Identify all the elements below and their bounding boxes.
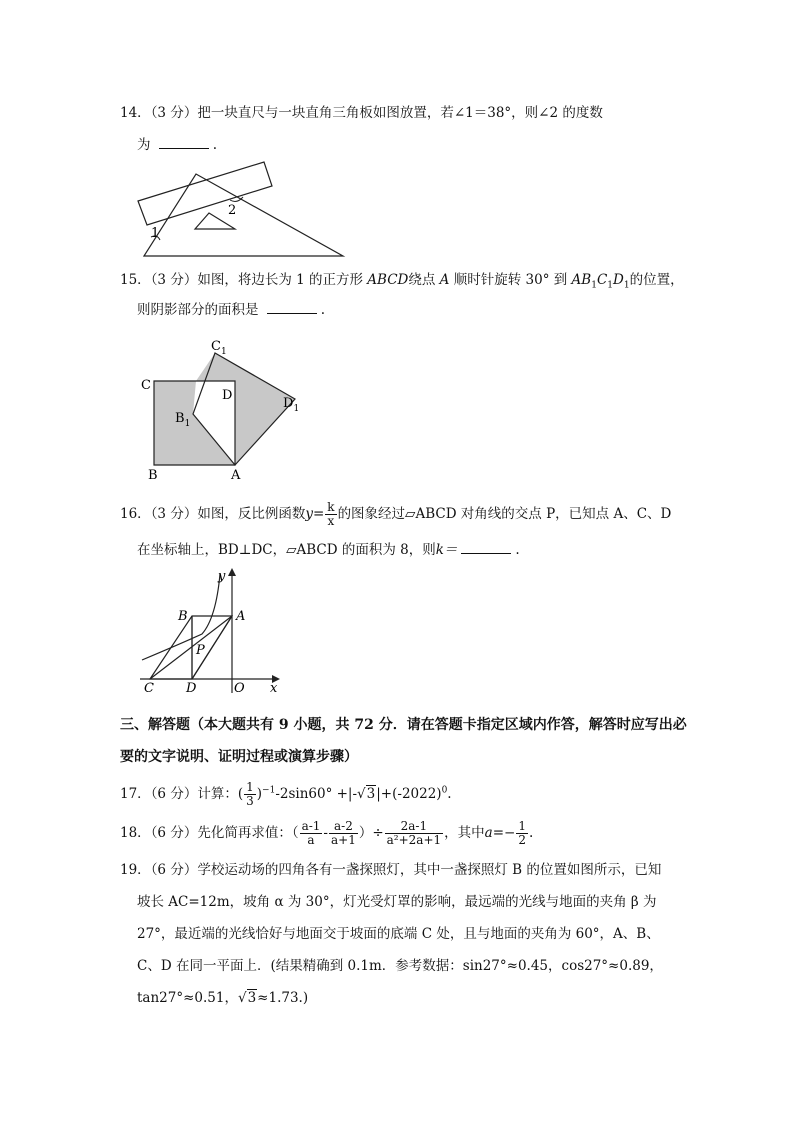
q18-frac1 xyxy=(300,820,323,847)
q15-text-b: 绕点 xyxy=(408,272,436,288)
q15-label-b1: $B_1$ xyxy=(175,411,191,429)
q19-line2: 坡长 AC=12m，坡角 α 为 30°，灯光受灯罩的影响，最远端的光线与地面的夹角 β 为 xyxy=(137,894,657,910)
q17-line: 17．（6 分）计算：( $\frac{1}{3}$ )$^{-1}-2\sin 60^\circ +|-√3|+(-2022)^0$. xyxy=(120,780,452,808)
q14-number: 14． xyxy=(120,105,151,121)
q16-diagonal-ac xyxy=(150,616,232,679)
q14-answer-blank[interactable] xyxy=(159,136,209,149)
q16-label-d: D xyxy=(186,681,197,696)
q17-tail: |+(-2022) xyxy=(376,786,442,802)
q16-figure xyxy=(140,568,300,698)
q15-points: （3 分） xyxy=(150,272,198,288)
q18-div: ）÷ xyxy=(358,825,384,841)
q14-line2: 为 . xyxy=(137,137,218,153)
q18-f4-den: 2 xyxy=(518,833,526,847)
q17-exp: −1 xyxy=(262,785,276,796)
q15-text-c: 顺时针旋转 30° 到 xyxy=(453,272,568,288)
q14-text2: 为 xyxy=(137,137,151,153)
q15-line1 xyxy=(120,271,684,295)
q14-points: （3 分） xyxy=(150,105,198,121)
q15-ab1: AB xyxy=(571,272,592,288)
q15-label-a: A xyxy=(231,468,241,483)
q15-d1: D xyxy=(613,272,624,288)
q16-label-c: C xyxy=(144,681,154,696)
q16-line2: 在坐标轴上，BD⊥DC，▱ABCD 的面积为 8，则k＝ . xyxy=(137,542,520,558)
q15-sub-d1: 1 xyxy=(623,280,630,291)
q16-y-eq: y= xyxy=(305,506,325,522)
q15-line2: 则阴影部分的面积是 . xyxy=(137,302,326,318)
q15-shaded-region xyxy=(154,353,295,465)
q18-f2-num: a-2 xyxy=(329,820,358,834)
q16-label-a: A xyxy=(236,609,246,624)
q15-text-d: 的位置， xyxy=(629,272,684,288)
q19-line5-sqrt: 3 xyxy=(247,990,257,1006)
q15-label-c: C xyxy=(141,378,151,393)
q15-label-b: B xyxy=(148,468,158,483)
q19-line3: 27°，最近端的光线恰好与地面交于坡面的底端 C 处，且与地面的夹角为 60°，A、B、 xyxy=(137,926,660,942)
q15-text-a: 如图，将边长为 1 的正方形 xyxy=(197,272,363,288)
q16-text-b: 的图象经过▱ABCD 对角线的交点 P，已知点 A、C、D xyxy=(337,506,672,522)
q18-end: . xyxy=(528,825,534,841)
q18-points: （6 分） xyxy=(150,825,198,841)
q17-end: . xyxy=(447,786,452,802)
q16-label-x: x xyxy=(270,681,278,696)
q14-ruler xyxy=(138,162,272,225)
q14-triangle xyxy=(144,174,343,256)
q16-y-arrow xyxy=(228,568,236,576)
q18-f2-den: a+1 xyxy=(330,833,356,847)
q19-line5: tan27°≈0.51，√3≈1.73.) xyxy=(137,990,309,1006)
section3-line2: 要的文字说明、证明过程或演算步骤） xyxy=(120,749,358,765)
q17-number: 17． xyxy=(120,786,151,802)
q18-cond: ，其中 xyxy=(444,825,485,841)
q19-points: （6 分） xyxy=(150,862,198,878)
q14-label-1: 1 xyxy=(151,226,160,241)
q15-label-d1: $D_1$ xyxy=(283,396,300,414)
q18-f4-num: 1 xyxy=(518,819,526,833)
q15-c1: C xyxy=(596,272,608,288)
q18-f1-num: a-1 xyxy=(301,819,321,833)
q19-line5-b: ≈1.73.) xyxy=(257,990,309,1006)
q16-line1 xyxy=(120,501,671,528)
q15-label-c1: $C_1$ xyxy=(211,339,227,357)
q18-f3-num: 2a-1 xyxy=(385,820,444,834)
q16-label-b: B xyxy=(178,609,188,624)
q18-minus: - xyxy=(323,825,328,841)
q19-number: 19． xyxy=(120,862,151,878)
q16-label-p: P xyxy=(196,643,205,658)
q16-number: 16． xyxy=(120,506,151,522)
section3-line1: 三、解答题（本大题共有 9 小题，共 72 分．请在答题卡指定区域内作答，解答时应写出必 xyxy=(120,717,687,733)
q15-sub-c1: 1 xyxy=(607,280,614,291)
q14-label-2: 2 xyxy=(228,203,237,218)
q14-line1 xyxy=(120,104,603,122)
q15-figure xyxy=(135,333,325,483)
q15-answer-blank[interactable] xyxy=(267,301,317,314)
q17-sqrt3: 3 xyxy=(366,786,376,802)
q16-text2: 在坐标轴上，BD⊥DC，▱ABCD 的面积为 8，则 xyxy=(137,542,436,558)
q15-abcd: ABCD xyxy=(367,272,409,288)
q18-line xyxy=(120,820,533,847)
q15-number: 15． xyxy=(120,272,151,288)
q15-label-d: D xyxy=(222,388,233,403)
q16-frac-x: x xyxy=(327,514,335,528)
q17-exp0: 0 xyxy=(441,785,448,796)
q18-label: 先化简再求值：（ xyxy=(197,825,299,841)
q17-mid: -2sin60° +|- xyxy=(275,786,358,802)
q18-f1-den: a xyxy=(307,833,315,847)
q19-line5-a: tan27°≈0.51， xyxy=(137,990,238,1006)
q16-frac-k: k xyxy=(327,500,335,514)
q15-text2: 则阴影部分的面积是 xyxy=(137,302,259,318)
q14-text: 把一块直尺与一块直角三角板如图放置，若∠1＝38°，则∠2 的度数 xyxy=(197,105,603,121)
q19-line1 xyxy=(120,861,661,879)
q16-label-o: O xyxy=(234,681,245,696)
q16-label-y: y xyxy=(218,569,226,584)
q18-f3-den: a²+2a+1 xyxy=(386,833,442,847)
q17-points: （6 分） xyxy=(150,786,198,802)
q15-a: A xyxy=(439,272,450,288)
q17-frac-num: 1 xyxy=(246,780,254,794)
q16-k-eq: k＝ xyxy=(435,542,458,558)
q16-text-a: 如图，反比例函数 xyxy=(197,506,306,522)
q17-frac xyxy=(244,781,256,808)
q18-frac3 xyxy=(385,820,444,847)
q16-k-over-x xyxy=(325,501,336,528)
q15-sub-b1: 1 xyxy=(591,280,597,291)
q17-label: 计算： xyxy=(197,786,238,802)
q19-text1: 学校运动场的四角各有一盏探照灯，其中一盏探照灯 B 的位置如图所示，已知 xyxy=(197,862,662,878)
q18-number: 18． xyxy=(120,825,151,841)
q16-points: （3 分） xyxy=(150,506,198,522)
q18-frac2 xyxy=(329,820,358,847)
q19-line4: C、D 在同一平面上．(结果精确到 0.1m．参考数据：sin27°≈0.45，cos27°≈0.89， xyxy=(137,958,663,974)
q18-a-eq: a=− xyxy=(484,825,516,841)
q18-frac4 xyxy=(516,820,528,847)
q17-frac-den: 3 xyxy=(246,794,254,808)
q16-answer-blank[interactable] xyxy=(461,541,511,554)
q14-figure xyxy=(135,160,375,260)
